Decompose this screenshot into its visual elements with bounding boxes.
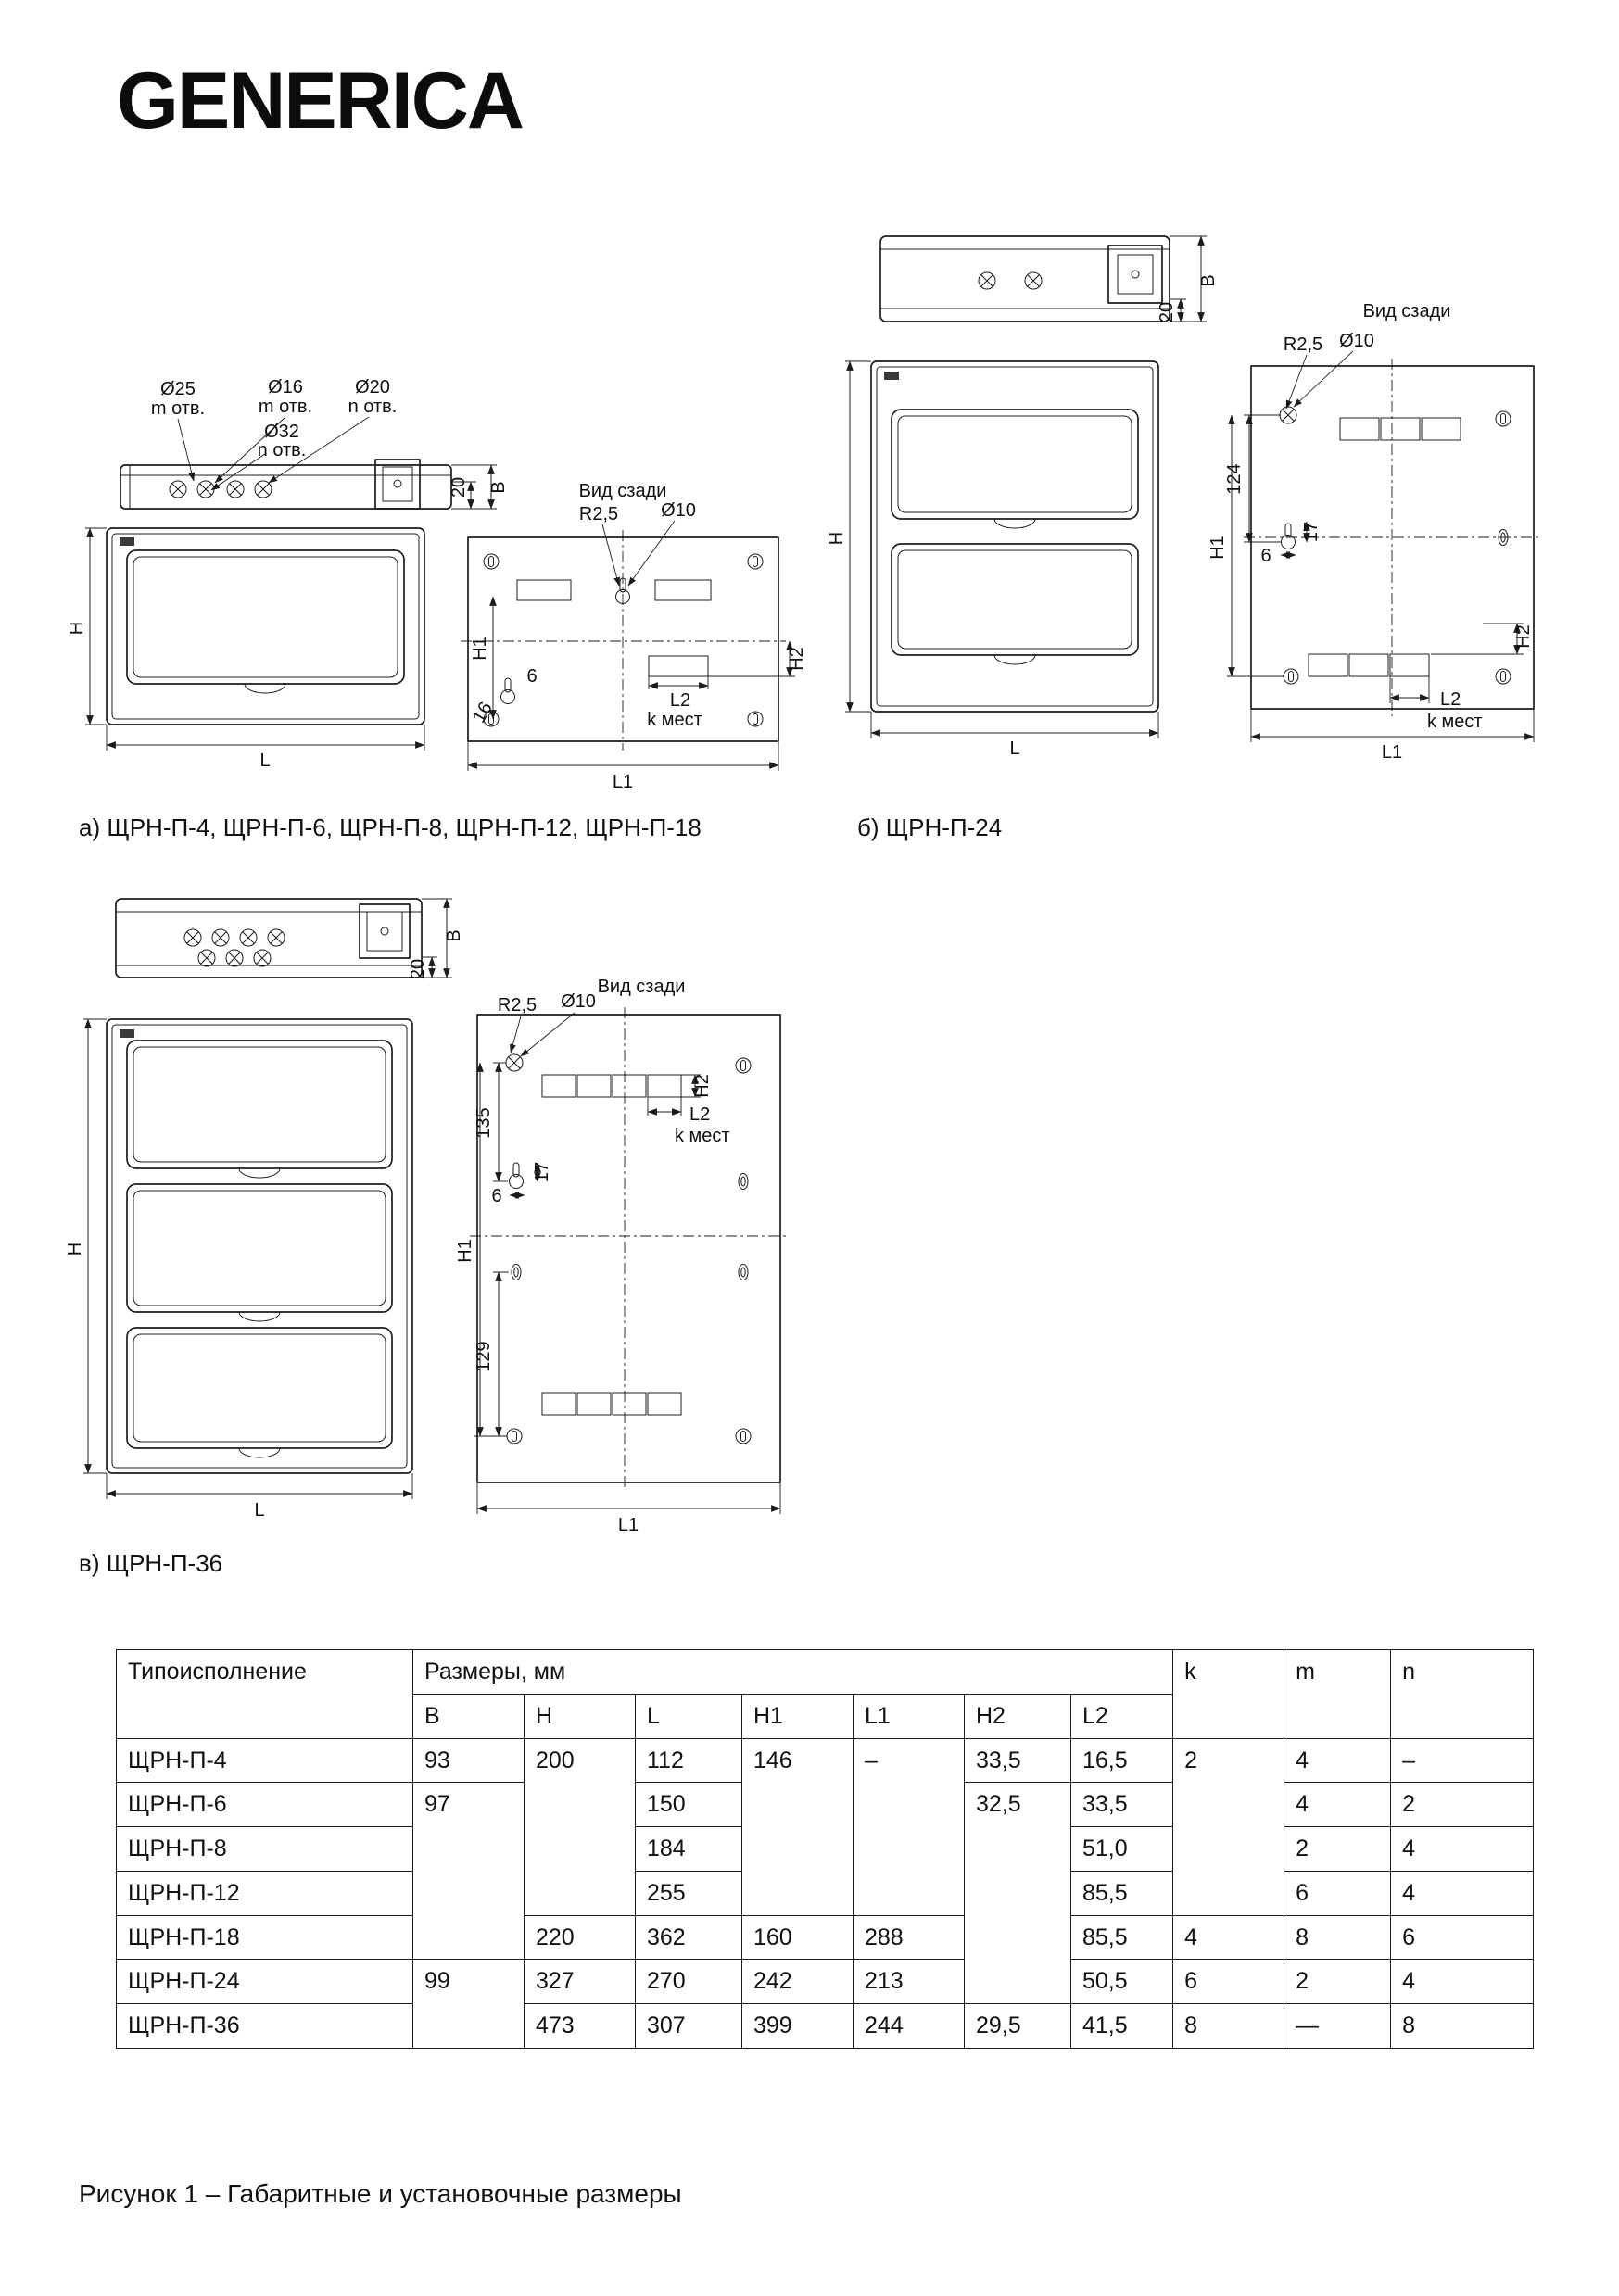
mount-hole <box>512 1265 521 1280</box>
mount-hole <box>1280 407 1296 423</box>
size-column-header: В <box>413 1694 525 1738</box>
mount-hole <box>506 1054 523 1071</box>
table-cell: 327 <box>525 1960 636 2004</box>
table-cell: 93 <box>413 1738 525 1783</box>
dim-length-L: L <box>259 751 271 771</box>
size-column-header: H1 <box>742 1694 854 1738</box>
rear-view <box>1208 301 1541 763</box>
table-cell: 4 <box>1391 1960 1534 2004</box>
dim-129: 129 <box>474 1341 494 1372</box>
dim-135: 135 <box>474 1107 494 1139</box>
section-a-caption: а) ЩРН-П-4, ЩРН-П-6, ЩРН-П-8, ЩРН-П-12, ЩРН-П-18 <box>79 814 702 841</box>
dim-d16: Ø16 <box>268 377 303 397</box>
table-cell: 288 <box>854 1915 965 1960</box>
table-row <box>117 2004 1534 2049</box>
knockout-icon <box>268 929 285 946</box>
dim-k-places: k мест <box>675 1126 730 1146</box>
dim-width-B: B <box>488 481 509 494</box>
dim-H1: H1 <box>470 637 490 661</box>
dim-d20: Ø20 <box>355 377 390 397</box>
table-cell: 4 <box>1284 1738 1391 1783</box>
brand-logo: GENERICA <box>117 57 523 145</box>
row-name: ЩРН-П-18 <box>117 1915 413 1960</box>
knockout-icon <box>170 481 186 498</box>
mount-hole <box>748 554 763 569</box>
dim-hole-d10: Ø10 <box>661 500 696 521</box>
dim-radius: R2,5 <box>497 995 538 1016</box>
keyhole-mount <box>501 678 515 704</box>
table-cell: 244 <box>854 2004 965 2049</box>
dim-height-H: H <box>827 531 847 546</box>
mount-hole <box>748 712 763 726</box>
iek-brand-mark <box>884 372 899 380</box>
dim-hole-d10: Ø10 <box>561 991 596 1012</box>
table-cell: 213 <box>854 1960 965 2004</box>
knockout-icon <box>227 481 244 498</box>
table-cell: 4 <box>1391 1871 1534 1915</box>
dim-k-places: k мест <box>647 710 702 730</box>
table-cell: 85,5 <box>1071 1871 1173 1915</box>
row-name: ЩРН-П-12 <box>117 1871 413 1915</box>
knockout-icon <box>1025 272 1042 289</box>
dim-depth-20: 20 <box>1157 301 1177 323</box>
mount-hole <box>736 1429 751 1444</box>
knockout-icon <box>240 929 257 946</box>
dim-k-places: k мест <box>1427 712 1483 732</box>
mount-hole <box>739 1265 748 1280</box>
table-cell: 150 <box>636 1783 742 1827</box>
table-cell: 99 <box>413 1960 525 2049</box>
table-cell: 184 <box>636 1827 742 1872</box>
front-view <box>67 528 424 771</box>
knockout-icon <box>212 929 229 946</box>
table-cell: 255 <box>636 1871 742 1915</box>
top-view <box>880 236 1219 322</box>
table-cell: 270 <box>636 1960 742 2004</box>
table-cell: 160 <box>742 1915 854 1960</box>
table-cell: – <box>854 1738 965 1915</box>
table-cell: 6 <box>1284 1871 1391 1915</box>
table-cell: 146 <box>742 1738 854 1915</box>
dim-H2: H2 <box>692 1074 713 1098</box>
rear-view <box>461 481 807 792</box>
dim-d25-holes: m отв. <box>150 398 206 419</box>
table-cell: 473 <box>525 2004 636 2049</box>
table-cell: 97 <box>413 1783 525 1960</box>
top-view <box>120 377 509 509</box>
dim-L1: L1 <box>617 1515 639 1535</box>
dim-radius: R2,5 <box>578 504 619 524</box>
dim-124: 124 <box>1224 463 1245 495</box>
mount-hole <box>1284 669 1298 684</box>
table-cell: 2 <box>1173 1738 1284 1915</box>
dim-height-H: H <box>65 1242 85 1256</box>
size-column-header: L <box>636 1694 742 1738</box>
rear-view <box>455 977 788 1535</box>
knockout-icon <box>197 481 214 498</box>
row-name: ЩРН-П-36 <box>117 2004 413 2049</box>
dim-17: 17 <box>1301 521 1322 543</box>
table-cell: 8 <box>1284 1915 1391 1960</box>
front-view <box>65 1019 412 1520</box>
dim-16: 16 <box>468 698 497 727</box>
table-cell: 16,5 <box>1071 1738 1173 1783</box>
section-v-caption: в) ЩРН-П-36 <box>79 1549 223 1577</box>
mount-hole <box>507 1429 522 1444</box>
dim-H2: H2 <box>787 647 807 671</box>
mount-hole <box>484 554 499 569</box>
size-column-header: H <box>525 1694 636 1738</box>
table-row <box>117 1960 1534 2004</box>
knockout-icon <box>979 272 995 289</box>
table-header-n: n <box>1391 1650 1534 1739</box>
dim-radius: R2,5 <box>1283 334 1323 355</box>
dim-d16-holes: m отв. <box>258 397 313 417</box>
table-cell: 41,5 <box>1071 2004 1173 2049</box>
dim-d32-holes: n отв. <box>257 440 307 460</box>
dim-width-B: B <box>444 929 464 942</box>
keyhole-mount <box>510 1163 524 1189</box>
mount-hole <box>1496 669 1511 684</box>
dim-width-B: B <box>1198 274 1219 287</box>
dim-depth-20: 20 <box>449 476 469 498</box>
table-cell: 362 <box>636 1915 742 1960</box>
dimensions-table <box>116 1649 1534 2049</box>
knockout-icon <box>255 481 272 498</box>
table-row <box>117 1915 1534 1960</box>
table-header-k: k <box>1173 1650 1284 1739</box>
table-cell: – <box>1391 1738 1534 1783</box>
table-cell: 50,5 <box>1071 1960 1173 2004</box>
knockout-icon <box>254 950 271 966</box>
section-b-caption: б) ЩРН-П-24 <box>857 814 1003 841</box>
table-cell: 242 <box>742 1960 854 2004</box>
table-cell: 2 <box>1284 1827 1391 1872</box>
table-cell: 8 <box>1173 2004 1284 2049</box>
dim-6: 6 <box>491 1186 502 1206</box>
dim-d32: Ø32 <box>264 422 299 442</box>
dim-d25: Ø25 <box>160 379 196 399</box>
mount-hole <box>1496 411 1511 426</box>
row-name: ЩРН-П-8 <box>117 1827 413 1872</box>
dim-L1: L1 <box>1381 742 1403 763</box>
table-cell: 85,5 <box>1071 1915 1173 1960</box>
table-cell: 51,0 <box>1071 1827 1173 1872</box>
dim-height-H: H <box>67 621 87 636</box>
rear-view-title: Вид сзади <box>578 481 667 501</box>
table-cell: 29,5 <box>965 2004 1071 2049</box>
keyhole-mount <box>1282 524 1296 549</box>
table-cell: 112 <box>636 1738 742 1783</box>
row-name: ЩРН-П-6 <box>117 1783 413 1827</box>
table-cell: 33,5 <box>965 1738 1071 1783</box>
table-cell: 4 <box>1284 1783 1391 1827</box>
table-cell: 2 <box>1391 1783 1534 1827</box>
table-cell: 8 <box>1391 2004 1534 2049</box>
table-cell: 6 <box>1173 1960 1284 2004</box>
row-name: ЩРН-П-4 <box>117 1738 413 1783</box>
iek-brand-mark <box>120 537 134 546</box>
table-cell: 6 <box>1391 1915 1534 1960</box>
table-cell: — <box>1284 2004 1391 2049</box>
section-v-drawings <box>65 880 834 1547</box>
dim-H1: H1 <box>455 1239 475 1263</box>
iek-brand-mark <box>120 1029 134 1038</box>
table-cell: 32,5 <box>965 1783 1071 2004</box>
knockout-icon <box>198 950 215 966</box>
dim-6: 6 <box>1260 546 1271 566</box>
size-column-header: L1 <box>854 1694 965 1738</box>
mount-hole <box>736 1058 751 1073</box>
dim-L2: L2 <box>669 690 691 711</box>
size-column-header: H2 <box>965 1694 1071 1738</box>
size-column-header: L2 <box>1071 1694 1173 1738</box>
table-cell: 4 <box>1173 1915 1284 1960</box>
dim-d20-holes: n отв. <box>348 397 398 417</box>
table-cell: 2 <box>1284 1960 1391 2004</box>
table-cell: 4 <box>1391 1827 1534 1872</box>
dim-L1: L1 <box>612 772 634 792</box>
table-header-type: Типоисполнение <box>117 1650 413 1739</box>
rear-view-title: Вид сзади <box>597 977 686 997</box>
row-name: ЩРН-П-24 <box>117 1960 413 2004</box>
knockout-icon <box>226 950 243 966</box>
rear-view-title: Вид сзади <box>1362 301 1451 322</box>
table-row <box>117 1738 1534 1783</box>
table-cell: 307 <box>636 2004 742 2049</box>
dim-L2: L2 <box>689 1104 711 1125</box>
dim-17: 17 <box>532 1161 552 1183</box>
dim-depth-20: 20 <box>408 958 428 980</box>
figure-caption: Рисунок 1 – Габаритные и установочные размеры <box>79 2179 682 2208</box>
dim-H2: H2 <box>1513 624 1534 649</box>
table-header-sizes: Размеры, мм <box>413 1650 1173 1695</box>
table-cell: 220 <box>525 1915 636 1960</box>
table-cell: 33,5 <box>1071 1783 1173 1827</box>
dim-length-L: L <box>254 1500 265 1520</box>
section-b-drawings <box>827 208 1594 811</box>
table-cell: 399 <box>742 2004 854 2049</box>
knockout-icon <box>184 929 201 946</box>
front-view <box>827 361 1158 759</box>
dim-H1: H1 <box>1208 536 1228 560</box>
mount-hole <box>739 1174 748 1190</box>
dim-length-L: L <box>1009 738 1020 759</box>
dim-hole-d10: Ø10 <box>1339 331 1374 351</box>
table-cell: 200 <box>525 1738 636 1915</box>
dim-L2: L2 <box>1440 689 1461 710</box>
table-header-m: m <box>1284 1650 1391 1739</box>
dimensions-table-wrap <box>116 1649 1534 2049</box>
dim-6: 6 <box>526 666 538 687</box>
top-view <box>116 899 464 979</box>
section-a-drawings <box>67 352 834 797</box>
